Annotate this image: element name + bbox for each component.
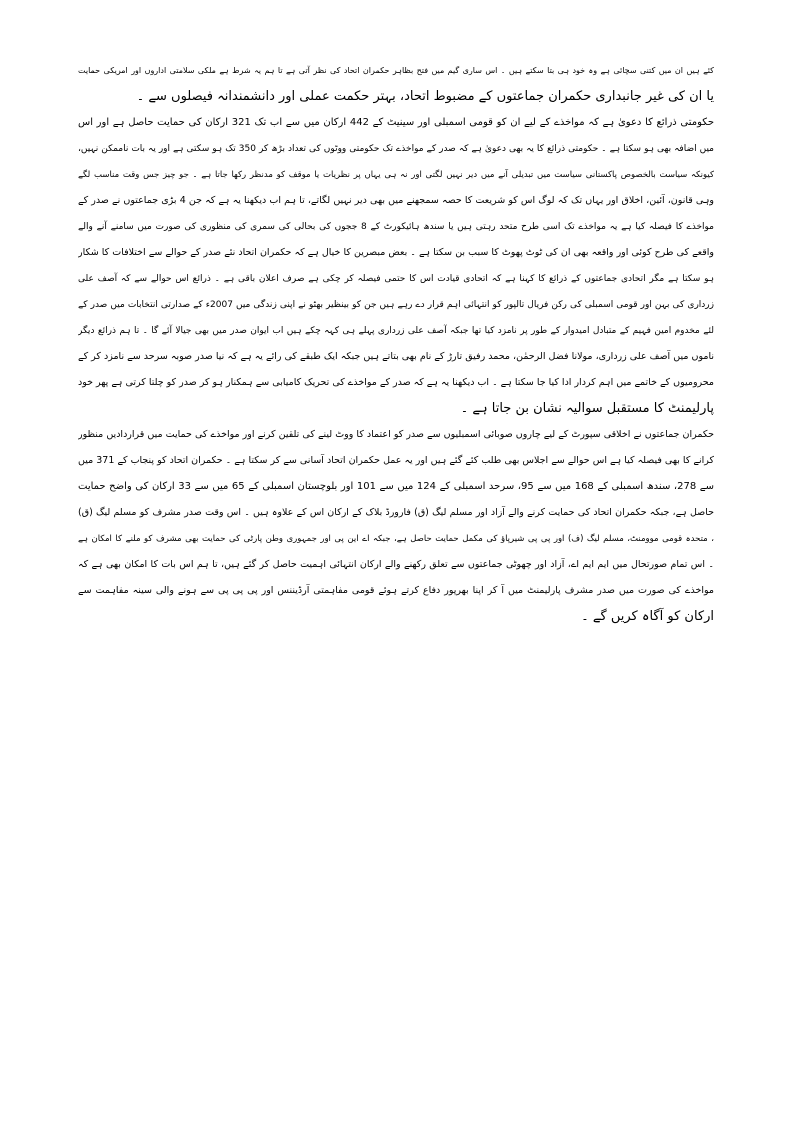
document-page bbox=[78, 58, 714, 630]
text-line: حکومتی ذرائع کا دعویٰ ہے کہ مواخذے کے لیے ان کو قومی اسمبلی اور سینیٹ کے 442 ارکان میں سے اب تک 321 ارکان کی حمایت حاصل ہے اور اس bbox=[78, 117, 714, 128]
text-line: پارلیمنٹ کا مستقبل سوالیہ نشان بن جاتا ہے ۔ bbox=[460, 401, 714, 416]
paragraph bbox=[78, 422, 714, 630]
text-line: زرداری کی بہن اور قومی اسمبلی کی رکن فریال تالپور کو انتہائی اہم قرار دے رہے ہیں جن کو بینظیر بھٹو نے اپنی زندگی میں 2007ء کے صدارتی انتخابات میں صدر کے bbox=[78, 300, 714, 310]
text-line: محرومیوں کے خاتمے میں اہم کردار ادا کیا جا سکتا ہے ۔ اب دیکھنا یہ ہے کہ صدر کے مواخذے کی تحریک کامیابی سے ہمکنار ہو کر صدر کو چلتا کرتی ہے پھر خود bbox=[78, 377, 714, 388]
text-line: کرانے کا بھی فیصلہ کیا ہے اس حوالے سے اجلاس بھی طلب کئے گئے ہیں اور یہ عمل حکمران اتحاد آسانی سے کر سکتا ہے ۔ حکمران اتحاد کو پنجاب کے 371 میں bbox=[78, 455, 714, 466]
text-line: کئے ہیں ان میں کتنی سچائی ہے وہ خود ہی بتا سکتے ہیں ۔ اس ساری گیم میں فتح بظاہر حکمران اتحاد کی نظر آتی ہے تا ہم یہ شرط ہے ملکی سلامتی اداروں اور امریکی حمایت bbox=[78, 66, 714, 75]
text-line: سے 278، سندھ اسمبلی کے 168 میں سے 95، سرحد اسمبلی کے 124 میں سے 101 اور بلوچستان اسمبلی کے 65 میں سے 33 ارکان کی واضح حمایت bbox=[78, 481, 714, 492]
text-line: ، متحدہ قومی موومنٹ، مسلم لیگ (ف) اور پی پی شیرپاؤ کی مکمل حمایت حاصل ہے، جبکہ اے این پی اور جمہوری وطن پارٹی کی حمایت بھی مشرف کو ملنے کا امکان ہے bbox=[78, 534, 714, 544]
text-line: حکمران جماعتوں نے اخلاقی سپورٹ کے لیے چاروں صوبائی اسمبلیوں سے صدر کو اعتماد کا ووٹ لینے کی تلقین کرنے اور مواخذے کی حمایت میں قراردادیں منظور bbox=[78, 429, 714, 440]
text-line: مواخذے کا فیصلہ کیا ہے یہ مواخذے تک اسی طرح متحد رہتی ہیں یا سندھ ہائیکورٹ کے 8 ججوں کی بحالی کی سمری کی منظوری کی صورت میں سامنے آنے والے bbox=[78, 222, 714, 232]
text-line: لئے مخدوم امین فہیم کے متبادل امیدوار کے طور پر نامزد کیا تھا جبکہ آصف علی زرداری پہلے ہی کہہ چکے ہیں اب ایوان صدر میں بھی جیالا آئے گا ۔ تا ہم ذرائع دیگر bbox=[78, 326, 714, 336]
text-line: وہی قانون، آئین، اخلاق اور یہاں تک کہ لوگ اس کو شریعت کا حصہ سمجھنے میں بھی دیر نہیں لگاتے، تا ہم اب دیکھنا یہ ہے کہ جن 4 بڑی جماعتوں نے صدر کے bbox=[78, 195, 714, 206]
text-line: مواخذے کی صورت میں صدر مشرف پارلیمنٹ میں آ کر اپنا بھرپور دفاع کرتے ہوئے قومی مفاہمتی آرڈیننس اور پی پی پی سے ہونے والی سینہ مفاہمت سے bbox=[78, 585, 714, 596]
text-line: کیونکہ سیاست بالخصوص پاکستانی سیاست میں تبدیلی آنے میں دیر نہیں لگتی اور نہ ہی یہاں پر نظریات یا موقف کو مدنظر رکھا جاتا ہے ۔ جو چیز جس وقت مناسب لگے bbox=[78, 170, 714, 180]
text-line: میں اضافہ بھی ہو سکتا ہے ۔ حکومتی ذرائع کا یہ بھی دعویٰ ہے کہ صدر کے مواخذے تک حکومتی ووٹوں کی تعداد بڑھ کر 350 تک ہو سکتی ہے اور یہ بات ناممکن نہیں، bbox=[78, 144, 714, 154]
paragraph bbox=[78, 58, 714, 110]
text-line: یا ان کی غیر جانبداری حکمران جماعتوں کے مضبوط اتحاد، بہتر حکمت عملی اور دانشمندانہ فیصلوں سے ۔ bbox=[136, 89, 714, 104]
text-line: حاصل ہے، جبکہ حکمران اتحاد کی حمایت کرنے والے آزاد اور مسلم لیگ (ق) فارورڈ بلاک کے ارکان اس کے علاوہ ہیں ۔ اس وقت صدر مشرف کو مسلم لیگ (ق) bbox=[78, 507, 714, 518]
text-line: واقعے کی طرح کوئی اور واقعہ بھی ان کی ٹوٹ پھوٹ کا سبب بن سکتا ہے ۔ بعض مبصرین کا خیال ہے کہ حکمران اتحاد نئے صدر کے حوالے سے اختلافات کا شکار bbox=[78, 247, 714, 258]
text-line: ہو سکتا ہے مگر اتحادی جماعتوں کے ذرائع کا کہنا ہے کہ اتحادی قیادت اس کا حتمی فیصلہ کر چکی ہے صرف اعلان باقی ہے ۔ ذرائع اس حوالے سے کہ آصف علی bbox=[78, 274, 714, 284]
paragraph bbox=[78, 110, 714, 422]
text-line: ارکان کو آگاہ کریں گے ۔ bbox=[581, 609, 714, 624]
text-line: ناموں میں آصف علی زرداری، مولانا فضل الرحمٰن، محمد رفیق تارڑ کے نام بھی بتاتے ہیں جبکہ ایک طبقے کی رائے یہ ہے کہ نیا صدر صوبہ سرحد سے نامزد کر کے bbox=[78, 351, 714, 362]
text-line: ۔ اس تمام صورتحال میں ایم ایم اے، آزاد اور چھوٹی جماعتوں سے تعلق رکھنے والے ارکان انتہائی اہمیت حاصل کر گئے ہیں، تا ہم اس بات کا امکان بھی ہے کہ bbox=[78, 559, 714, 570]
